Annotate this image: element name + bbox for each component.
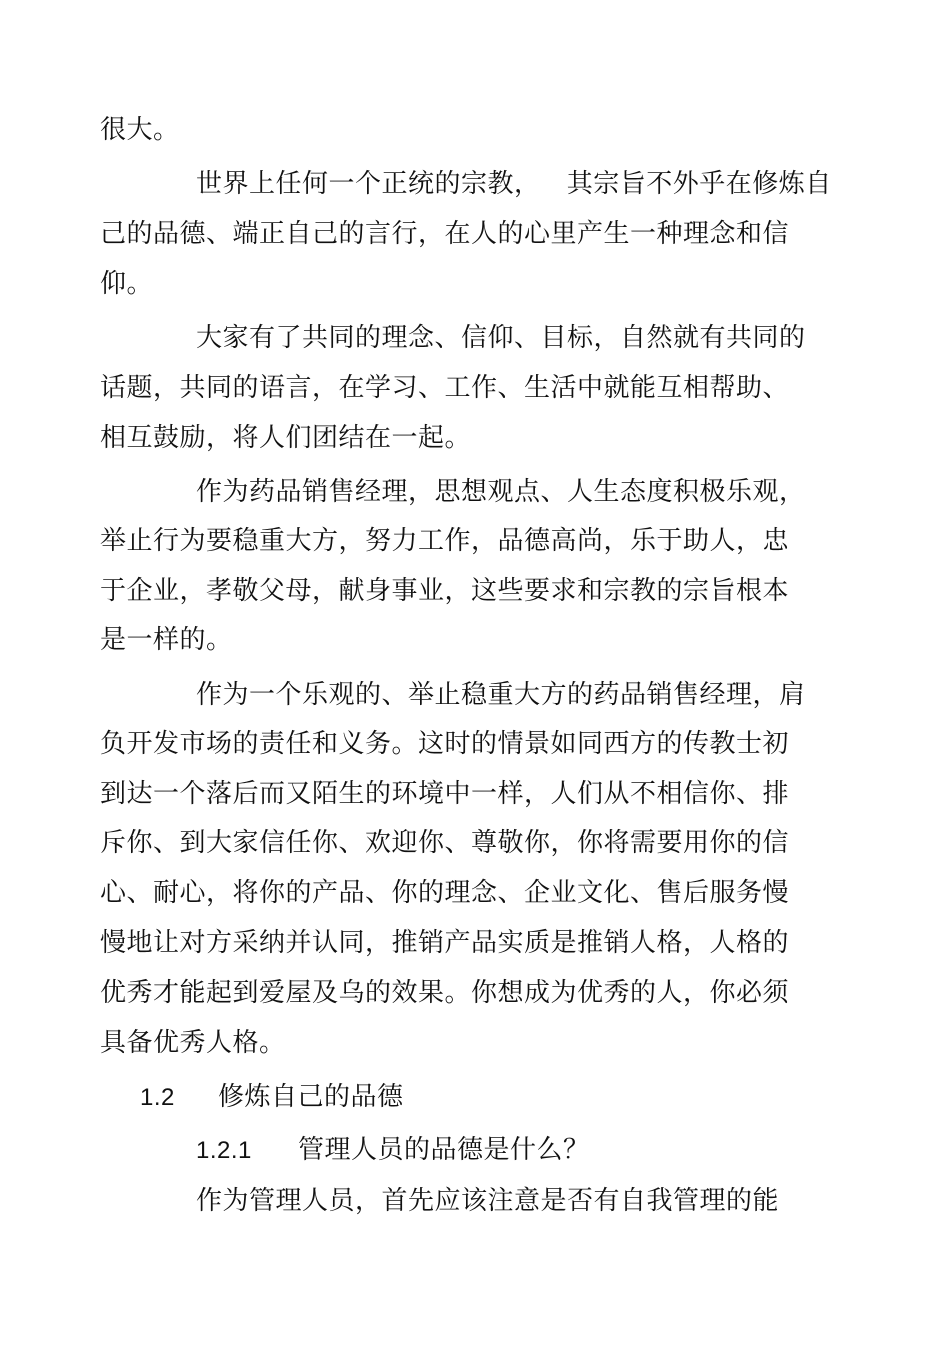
paragraph-first-line: 世界上任何一个正统的宗教， 其宗旨不外乎在修炼自 xyxy=(196,169,832,199)
text-line: 很大。 xyxy=(100,115,180,145)
paragraph-first-line: 大家有了共同的理念、信仰、目标，自然就有共同的 xyxy=(196,323,806,353)
subsection-title: 管理人员的品德是什么？ xyxy=(298,1135,590,1165)
text-line: 己的品德、端正自己的言行，在人的心里产生一种理念和信 xyxy=(100,219,790,249)
section-title: 修炼自己的品德 xyxy=(218,1082,404,1112)
section-number: 1.2 xyxy=(140,1084,175,1111)
text-line: 相互鼓励，将人们团结在一起。 xyxy=(100,423,472,453)
text-line: 到达一个落后而又陌生的环境中一样，人们从不相信你、排 xyxy=(100,779,790,809)
text-line: 优秀才能起到爱屋及乌的效果。你想成为优秀的人，你必须 xyxy=(100,978,790,1008)
text-line: 仰。 xyxy=(100,269,154,299)
text-line: 负开发市场的责任和义务。这时的情景如同西方的传教士初 xyxy=(100,729,790,759)
subsection-heading xyxy=(196,1133,590,1168)
text-line: 慢地让对方采纳并认同，推销产品实质是推销人格，人格的 xyxy=(100,928,790,958)
paragraph-first-line: 作为一个乐观的、举止稳重大方的药品销售经理，肩 xyxy=(196,680,806,710)
section-heading xyxy=(140,1080,404,1115)
paragraph-first-line: 作为管理人员，首先应该注意是否有自我管理的能 xyxy=(196,1186,780,1216)
text-line: 心、耐心，将你的产品、你的理念、企业文化、售后服务慢 xyxy=(100,878,790,908)
text-line: 话题，共同的语言，在学习、工作、生活中就能互相帮助、 xyxy=(100,373,790,403)
subsection-number: 1.2.1 xyxy=(196,1137,252,1164)
text-line: 具备优秀人格。 xyxy=(100,1028,286,1058)
text-line: 斥你、到大家信任你、欢迎你、尊敬你，你将需要用你的信 xyxy=(100,828,790,858)
paragraph-first-line: 作为药品销售经理，思想观点、人生态度积极乐观， xyxy=(196,477,806,507)
text-line: 是一样的。 xyxy=(100,625,233,655)
text-line: 举止行为要稳重大方，努力工作，品德高尚，乐于助人，忠 xyxy=(100,526,790,556)
text-line: 于企业，孝敬父母，献身事业，这些要求和宗教的宗旨根本 xyxy=(100,576,790,606)
